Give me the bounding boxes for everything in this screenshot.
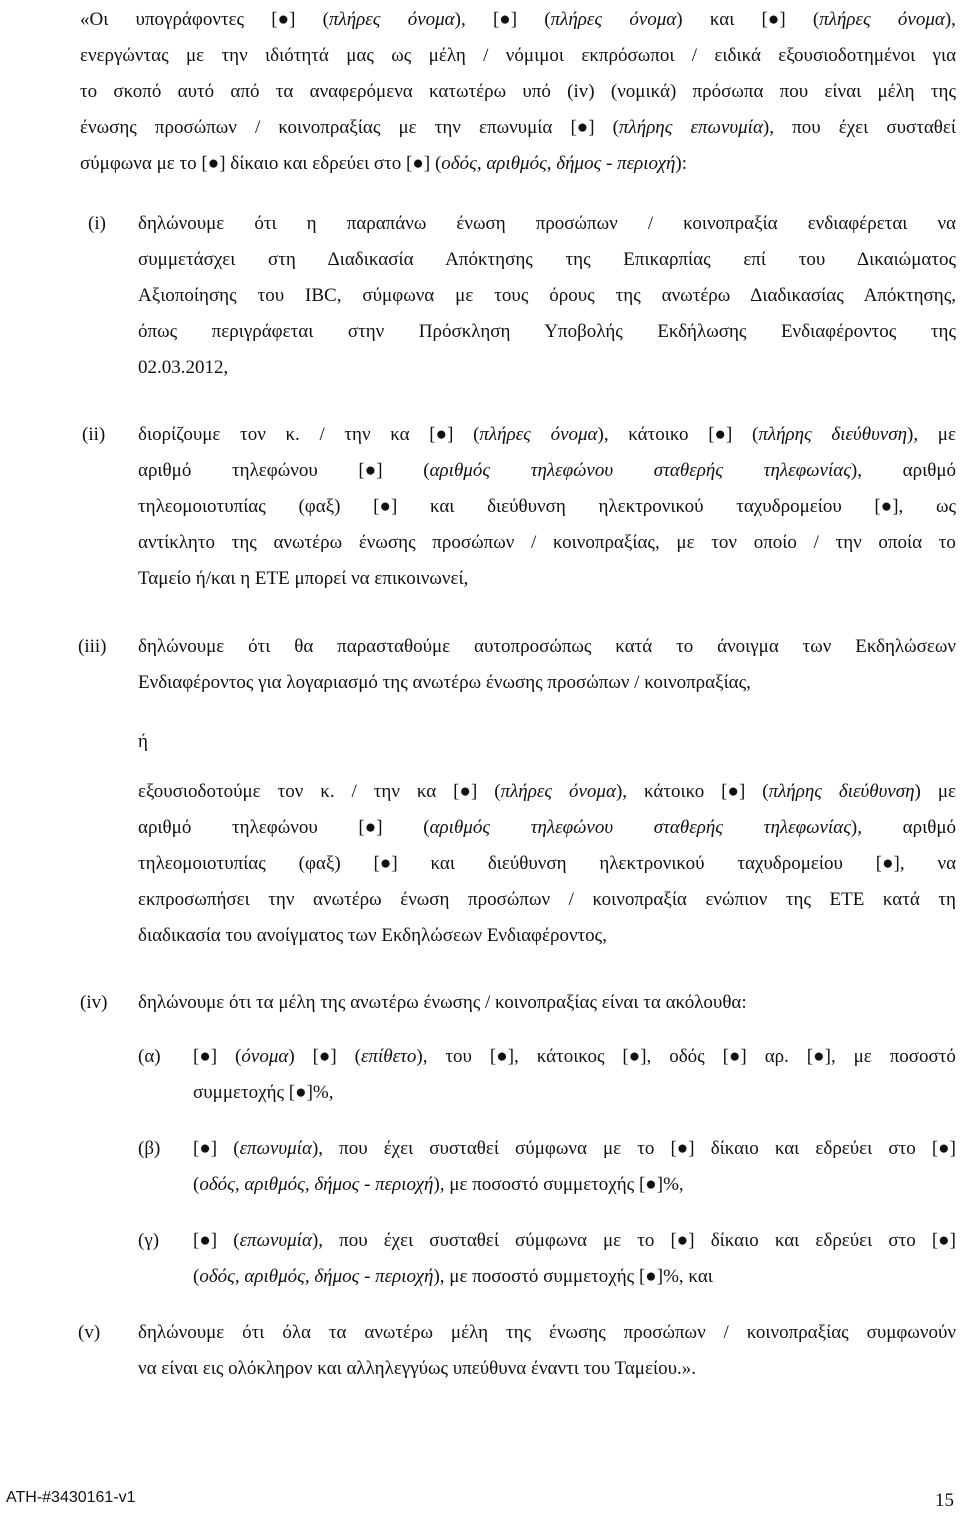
item-v-text [138,1315,956,1387]
member-b-text [193,1131,956,1203]
italic-placeholder: οδός, αριθμός, δήμος - περιοχή [199,1174,434,1195]
text-line: (οδός, αριθμός, δήμος - περιοχή), με ποσοστό συμμετοχής [●]%, και [193,1266,713,1287]
or-separator [138,724,238,760]
italic-placeholder: οδός, αριθμός, δήμος - περιοχή [199,1266,434,1287]
member-a-text [193,1039,956,1111]
member-label: (β) [138,1138,161,1159]
item-label: (ii) [82,424,106,445]
text-line: τηλεομοιοτυπίας (φαξ) [●] και διεύθυνση ηλεκτρονικού ταχυδρομείου [●], ως [138,496,956,517]
member-label: (α) [138,1046,161,1067]
item-iii-alt-text [138,774,956,954]
italic-placeholder: πλήρης διεύθυνση [758,424,908,445]
italic-placeholder: όνομα [241,1046,289,1067]
italic-placeholder: πλήρες όνομα [819,9,945,30]
text-line: ενεργώντας με την ιδιότητά μας ως μέλη / νόμιμοι εκπρόσωποι / ειδικά εξουσιοδοτημένοι για [80,45,957,66]
italic-placeholder: αριθμός τηλεφώνου σταθερής τηλεφωνίας [429,817,851,838]
text-line: «Οι υπογράφοντες [●] (πλήρες όνομα), [●] (πλήρες όνομα) και [●] (πλήρες όνομα), [80,9,956,30]
text-line: δηλώνουμε ότι η παραπάνω ένωση προσώπων / κοινοπραξία ενδιαφέρεται να [138,213,957,234]
member-c-text [193,1223,956,1295]
italic-placeholder: πλήρες όνομα [479,424,598,445]
text-line: ένωσης προσώπων / κοινοπραξίας με την επωνυμία [●] (πλήρης επωνυμία), που έχει συσταθεί [80,117,957,138]
text-line: ή [138,731,148,752]
page-number: 15 [935,1490,954,1511]
item-label: (iv) [80,992,108,1013]
item-label: (v) [78,1322,101,1343]
text-line: αντίκλητο της ανωτέρω ένωσης προσώπων / κοινοπραξίας, με τον οποίο / την οποία το [138,532,956,553]
italic-placeholder: οδός, αριθμός, δήμος - περιοχή [441,153,676,174]
item-iv-text [138,985,956,1021]
italic-placeholder: πλήρες όνομα [328,9,455,30]
item-i-text [138,206,956,386]
text-line: [●] (επωνυμία), που έχει συσταθεί σύμφωνα με το [●] δίκαιο και εδρεύει στο [●] [193,1230,956,1251]
item-ii-text [138,417,956,597]
italic-placeholder: αριθμός τηλεφώνου σταθερής τηλεφωνίας [429,460,851,481]
text-line: [●] (επωνυμία), που έχει συσταθεί σύμφωνα με το [●] δίκαιο και εδρεύει στο [●] [193,1138,956,1159]
text-line: αριθμό τηλεφώνου [●] (αριθμός τηλεφώνου σταθερής τηλεφωνίας), αριθμό [138,817,957,838]
text-line: διορίζουμε τον κ. / την κα [●] (πλήρες όνομα), κάτοικο [●] (πλήρης διεύθυνση), με [138,424,956,445]
text-line: συμμετάσχει στη Διαδικασία Απόκτησης της Επικαρπίας επί του Δικαιώματος [138,249,956,270]
text-line: [●] (όνομα) [●] (επίθετο), του [●], κάτοικος [●], οδός [●] αρ. [●], με ποσοστό [193,1046,956,1067]
item-label: (iii) [78,636,107,657]
text-line: δηλώνουμε ότι τα μέλη της ανωτέρω ένωσης / κοινοπραξίας είναι τα ακόλουθα: [138,992,747,1013]
text-line: όπως περιγράφεται στην Πρόσκληση Υποβολής Εκδήλωσης Ενδιαφέροντος της [138,321,956,342]
italic-placeholder: επωνυμία [239,1230,312,1251]
text-line: εκπροσωπήσει την ανωτέρω ένωση προσώπων / κοινοπραξία ενώπιον της ΕΤΕ κατά τη [138,889,956,910]
text-line: Ενδιαφέροντος για λογαριασμό της ανωτέρω ένωσης προσώπων / κοινοπραξίας, [138,672,751,693]
text-line: σύμφωνα με το [●] δίκαιο και εδρεύει στο [●] (οδός, αριθμός, δήμος - περιοχή): [80,153,688,174]
document-reference: ATH-#3430161-v1 [6,1489,136,1506]
italic-placeholder: πλήρες όνομα [500,781,616,802]
text-line: συμμετοχής [●]%, [193,1082,334,1103]
text-line: δηλώνουμε ότι όλα τα ανωτέρω μέλη της ένωσης προσώπων / κοινοπραξίας συμφωνούν [138,1322,956,1343]
member-label: (γ) [138,1230,160,1251]
text-line: τηλεομοιοτυπίας (φαξ) [●] και διεύθυνση ηλεκτρονικού ταχυδρομείου [●], να [138,853,957,874]
text-line: (οδός, αριθμός, δήμος - περιοχή), με ποσοστό συμμετοχής [●]%, [193,1174,684,1195]
item-iii-text [138,629,956,701]
intro-paragraph [80,2,956,182]
text-line: 02.03.2012, [138,357,229,378]
italic-placeholder: επωνυμία [239,1138,312,1159]
italic-placeholder: πλήρης διεύθυνση [768,781,915,802]
italic-placeholder: πλήρες όνομα [550,9,677,30]
text-line: το σκοπό αυτό από τα αναφερόμενα κατωτέρω υπό (iv) (νομικά) πρόσωπα που είναι μέλη της [80,81,956,102]
italic-placeholder: επίθετο [361,1046,417,1067]
italic-placeholder: πλήρης επωνυμία [619,117,763,138]
text-line: εξουσιοδοτούμε τον κ. / την κα [●] (πλήρες όνομα), κάτοικο [●] (πλήρης διεύθυνση) με [138,781,956,802]
text-line: Αξιοποίησης του IBC, σύμφωνα με τους όρους της ανωτέρω Διαδικασίας Απόκτησης, [138,285,957,306]
text-line: να είναι εις ολόκληρον και αλληλεγγύως υπεύθυνα έναντι του Ταμείου.». [138,1358,696,1379]
text-line: διαδικασία του ανοίγματος των Εκδηλώσεων Ενδιαφέροντος, [138,925,607,946]
item-label: (i) [88,213,106,234]
text-line: Ταμείο ή/και η ΕΤΕ μπορεί να επικοινωνεί, [138,568,469,589]
text-line: δηλώνουμε ότι θα παρασταθούμε αυτοπροσώπως κατά το άνοιγμα των Εκδηλώσεων [138,636,956,657]
text-line: αριθμό τηλεφώνου [●] (αριθμός τηλεφώνου σταθερής τηλεφωνίας), αριθμό [138,460,957,481]
